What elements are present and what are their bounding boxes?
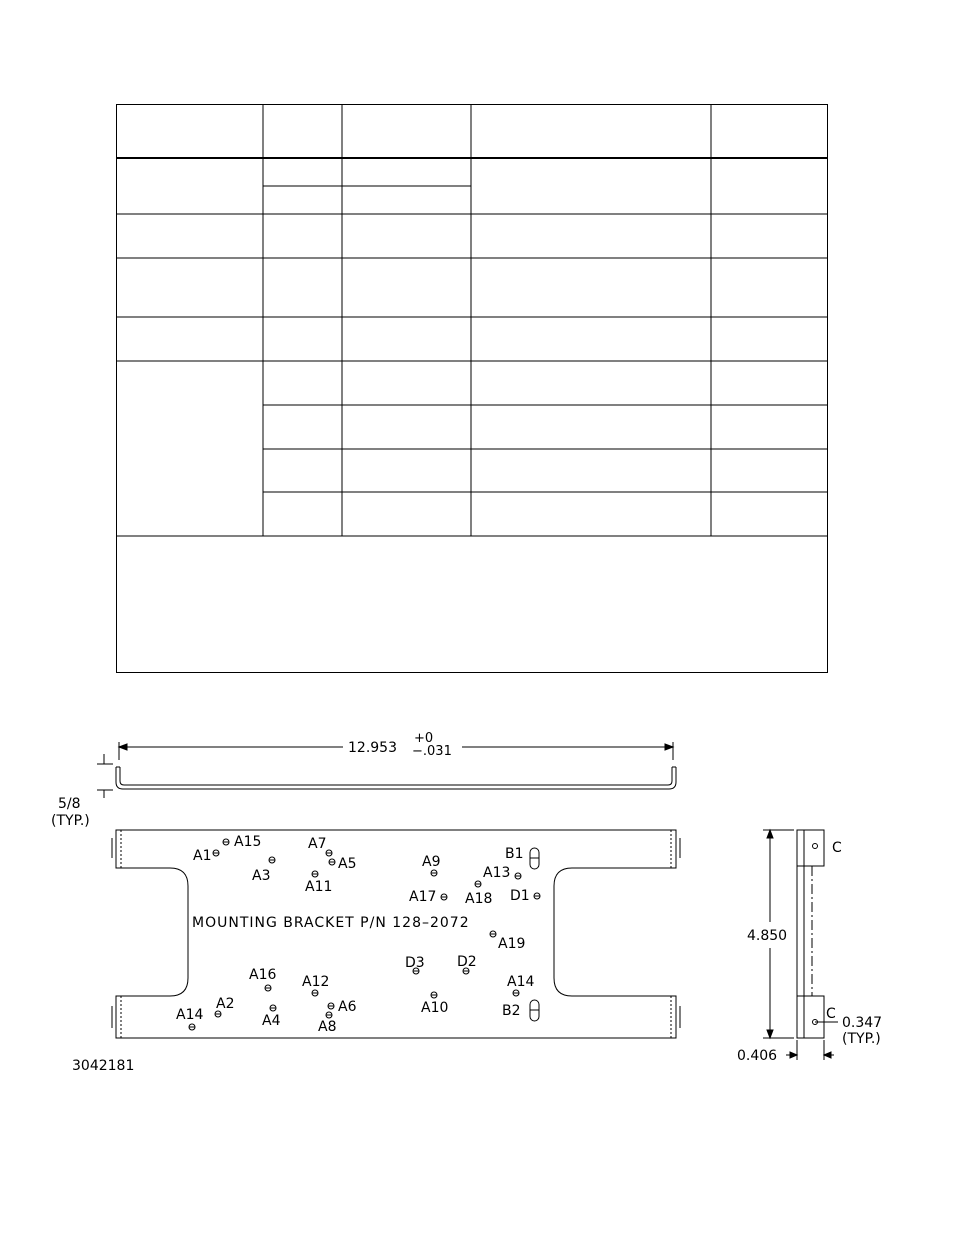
- hole-label: A2: [216, 996, 235, 1012]
- length-dimension-value: 12.953: [348, 740, 397, 756]
- hole-marker: [534, 893, 540, 899]
- hole-label: A16: [249, 967, 277, 983]
- channel-outline: [116, 767, 676, 789]
- hole-marker: [223, 839, 229, 845]
- hole-label: A12: [302, 974, 330, 990]
- hole-label: A5: [338, 856, 357, 872]
- hole-marker: [269, 857, 275, 863]
- hole-marker: [326, 850, 332, 856]
- hole-marker: [475, 881, 481, 887]
- side-body: [797, 830, 804, 1038]
- hole-label: B2: [502, 1003, 521, 1019]
- side-label-c-bottom: C: [826, 1006, 836, 1022]
- hole-marker: [431, 992, 437, 998]
- flange-dimension-note: (TYP.): [51, 813, 90, 829]
- flange-dimension-value: 5/8: [58, 796, 81, 812]
- hole-label: B1: [505, 846, 524, 862]
- drawing-number: 3042181: [72, 1058, 135, 1074]
- hole-marker: [213, 850, 219, 856]
- height-dimension-value: 4.850: [747, 928, 788, 944]
- hole-label: A11: [305, 879, 333, 895]
- hole-marker: [515, 873, 521, 879]
- hole-label: A15: [234, 834, 262, 850]
- hole-label: A19: [498, 936, 526, 952]
- side-view: [763, 830, 838, 1060]
- width-dimension-value: 0.406: [737, 1048, 778, 1064]
- hole-label: D1: [510, 888, 530, 904]
- hole-marker: [265, 985, 271, 991]
- hole-marker: [328, 1003, 334, 1009]
- hole-marker: [441, 894, 447, 900]
- hole-label: A13: [483, 865, 511, 881]
- hole-label: D3: [405, 955, 425, 971]
- side-tab-bottom: [797, 996, 824, 1038]
- part-label: MOUNTING BRACKET P/N 128–2072: [192, 915, 470, 931]
- offset-dimension-value: 0.347: [842, 1015, 883, 1031]
- hole-marker: [490, 931, 496, 937]
- hole-label: A17: [409, 889, 437, 905]
- hole-marker: [513, 990, 519, 996]
- side-label-c-top: C: [832, 840, 842, 856]
- hole-label: A4: [262, 1013, 281, 1029]
- length-tolerance-minus: −.031: [412, 744, 452, 759]
- hole-marker: [329, 859, 335, 865]
- hole-label: A3: [252, 868, 271, 884]
- hole-marker: [312, 871, 318, 877]
- hole-label: A14: [507, 974, 535, 990]
- hole-marker: [189, 1024, 195, 1030]
- hole-marker: [326, 1012, 332, 1018]
- hole-label: A18: [465, 891, 493, 907]
- hole-marker: [431, 870, 437, 876]
- hole-label: A14: [176, 1007, 204, 1023]
- hole-marker: [312, 990, 318, 996]
- hole-label: A8: [318, 1019, 337, 1035]
- hole-label: A1: [193, 848, 212, 864]
- hole-label: A9: [422, 854, 441, 870]
- hole-label: D2: [457, 954, 477, 970]
- length-tolerance-plus: +0: [414, 731, 434, 746]
- offset-dimension-note: (TYP.): [842, 1031, 881, 1047]
- hole-label: A10: [421, 1000, 449, 1016]
- hole-label: A7: [308, 836, 327, 852]
- hole-label: A6: [338, 999, 357, 1015]
- hole-marker: [270, 1005, 276, 1011]
- side-tab-top: [797, 830, 824, 866]
- side-hole-top: [813, 844, 818, 849]
